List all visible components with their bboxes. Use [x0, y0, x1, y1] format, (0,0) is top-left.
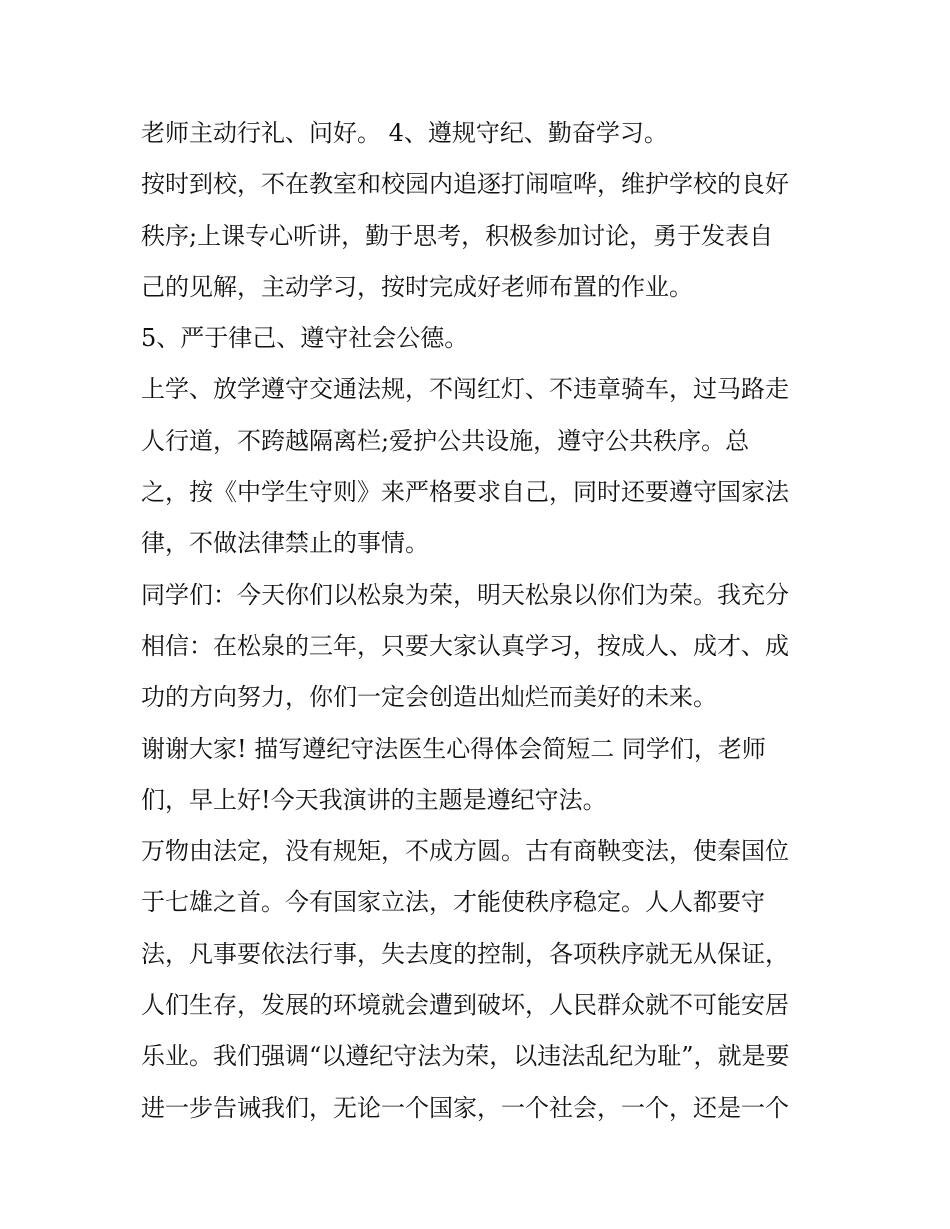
text-line: 秩序;上课专心听讲，勤于思考，积极参加讨论，勇于发表自 — [141, 221, 774, 250]
text-line: 功的方向努力，你们一定会创造出灿烂而美好的未来。 — [141, 683, 717, 712]
text-line: 己的见解，主动学习，按时完成好老师布置的作业。 — [141, 272, 693, 301]
text-line: 于七雄之首。今有国家立法，才能使秩序稳定。人人都要守 — [141, 888, 765, 917]
text-line: 之，按《中学生守则》来严格要求自己，同时还要遵守国家法 — [141, 478, 789, 507]
text-line: 上学、放学遵守交通法规，不闯红灯、不违章骑车，过马路走 — [141, 375, 789, 404]
text-line: 律，不做法律禁止的事情。 — [141, 529, 429, 558]
text-line: 同学们：今天你们以松泉为荣，明天松泉以你们为荣。我充分 — [141, 580, 789, 609]
text-line: 进一步告诫我们，无论一个国家，一个社会，一个，还是一个 — [141, 1093, 789, 1122]
text-line: 谢谢大家! 描写遵纪守法医生心得体会简短二 同学们，老师 — [141, 734, 766, 763]
text-line: 法，凡事要依法行事，失去度的控制，各项秩序就无从保证， — [141, 939, 789, 968]
text-line: 万物由法定，没有规矩，不成方圆。古有商鞅变法，使秦国位 — [141, 837, 789, 866]
text-line: 们，早上好!今天我演讲的主题是遵纪守法。 — [141, 785, 607, 814]
text-line: 乐业。我们强调“以遵纪守法为荣，以违法乱纪为耻”，就是要 — [141, 1042, 790, 1071]
text-line: 人们生存，发展的环境就会遭到破坏，人民群众就不可能安居 — [141, 991, 789, 1020]
text-line: 人行道，不跨越隔离栏;爱护公共设施，遵守公共秩序。总 — [141, 426, 750, 455]
text-line: 老师主动行礼、问好。 4、遵规守纪、勤奋学习。 — [141, 119, 668, 147]
text-line: 5、严于律己、遵守社会公德。 — [141, 324, 469, 353]
document-body — [141, 108, 821, 1134]
text-line: 按时到校，不在教室和校园内追逐打闹喧哗，维护学校的良好 — [141, 170, 789, 199]
text-line: 相信：在松泉的三年，只要大家认真学习，按成人、成才、成 — [141, 631, 789, 660]
